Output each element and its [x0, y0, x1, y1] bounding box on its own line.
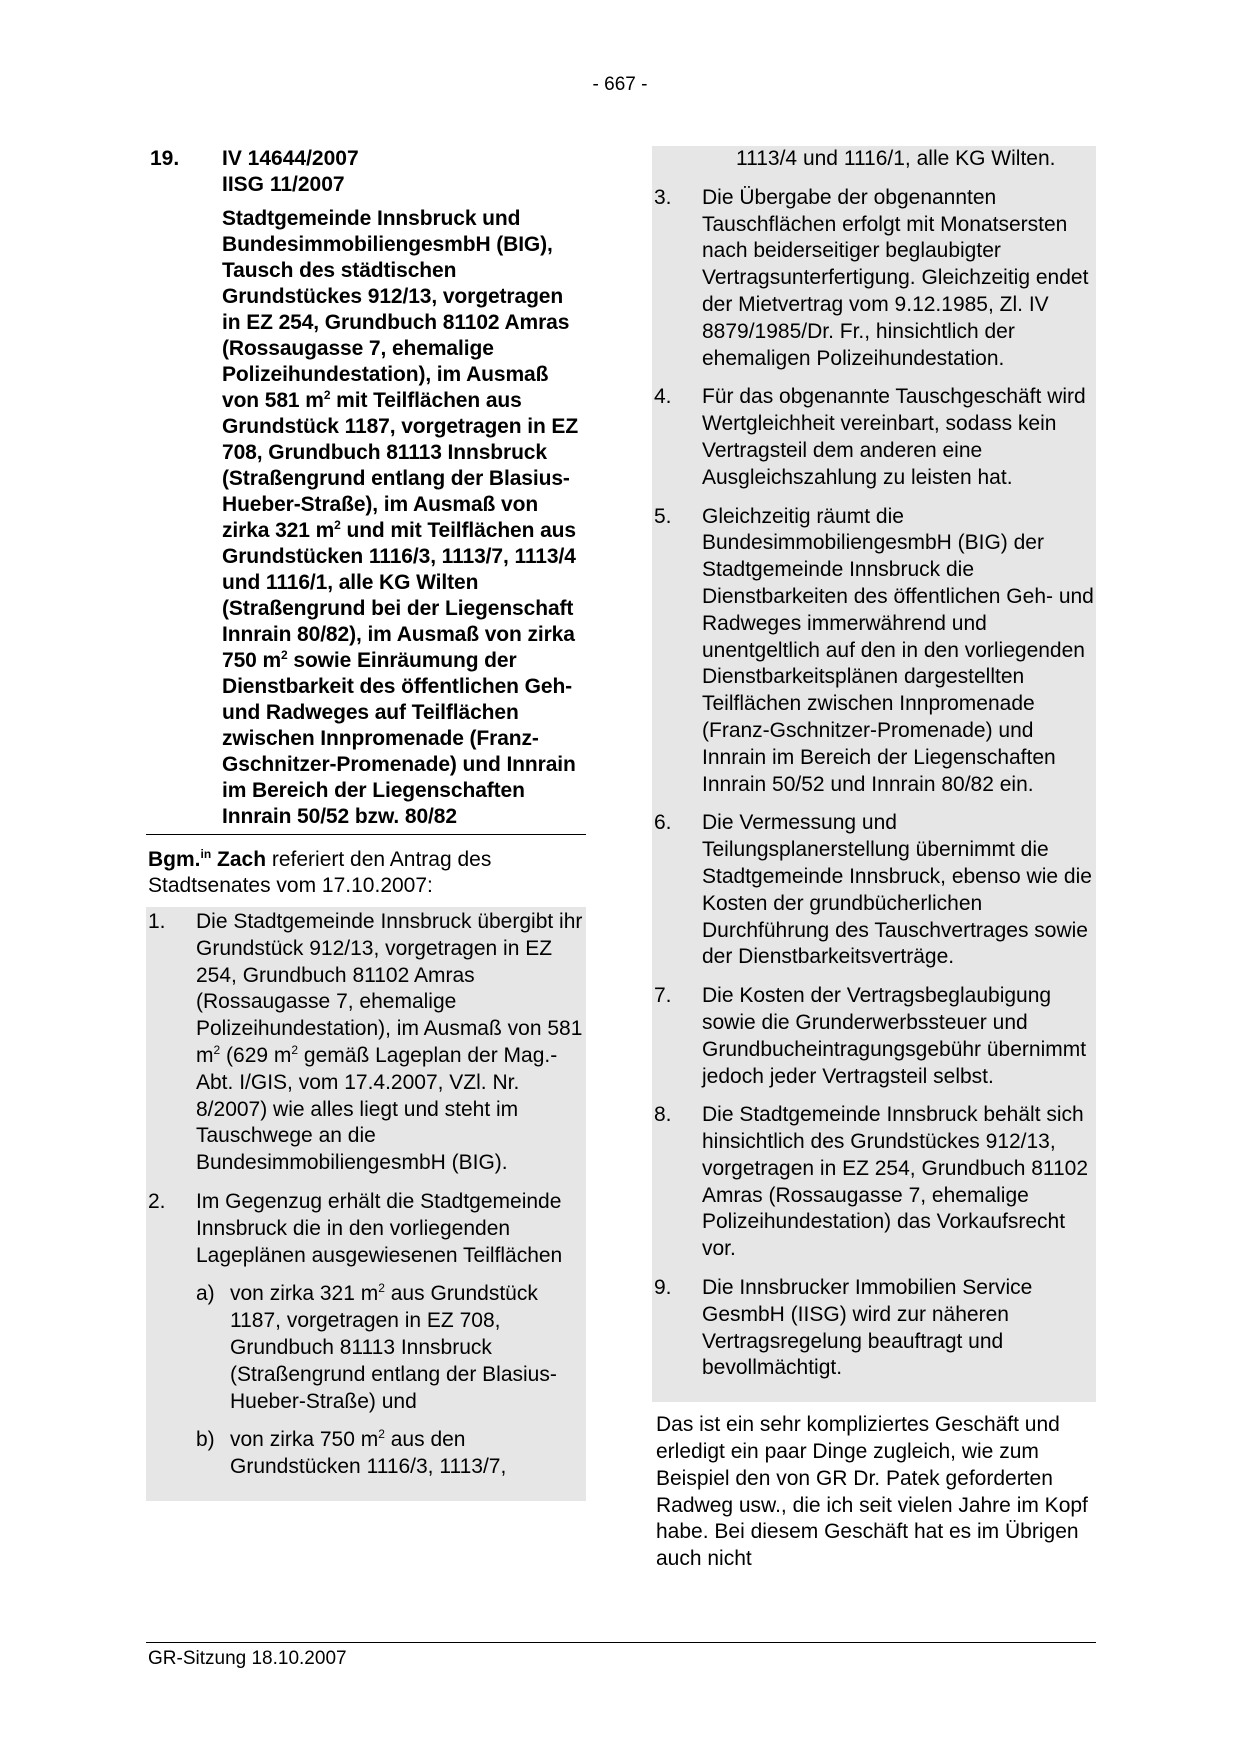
agenda-id-iisg: IISG 11/2007	[222, 173, 345, 196]
sub-item-b: b) von zirka 750 $m^2$ aus den Grundstücken 1116/3, 1113/7,	[196, 1427, 507, 1479]
sub-item-letter: a)	[196, 1282, 215, 1306]
heading-divider	[146, 834, 586, 835]
left-column	[146, 146, 586, 1501]
sub-item-b-continued: 1113/4 und 1116/1, alle KG Wilten.	[736, 147, 1056, 170]
item-number: 8.	[654, 1103, 672, 1127]
item-number: 1.	[148, 910, 166, 933]
motion-item-3: 3. Die Übergabe der obgenannten Tauschflächen erfolgt mit Monatsersten nach beiderseitiger beglaubigter Vertragsunterfertigung. Gleichzeitig endet der Mietvertrag vom 9.12.1985, Zl. IV 8879/1985/Dr. Fr., hinsichtlich der ehemaligen Polizeihundestation.	[654, 185, 1089, 370]
item-number: 9.	[654, 1276, 672, 1300]
motion-item-1: 1. Die Stadtgemeinde Innsbruck übergibt ihr Grundstück 912/13, vorgetragen in EZ 254, Grundbuch 81102 Amras (Rossaugasse 7, ehemalige Polizeihundestation), im Ausmaß von 581 $m^2$ (629 $m^2$ gemäß Lageplan der Mag.-Abt. I/GIS, vom 17.4.2007, VZl. Nr. 8/2007) wie alles liegt und steht im Tauschwege an die BundesimmobiliengesmbH (BIG).	[148, 910, 583, 1175]
intro-paragraph: Bgm.$^{in}$ Zach referiert den Antrag des Stadtsenates vom 17.10.2007:	[148, 847, 492, 897]
motion-item-8: 8. Die Stadtgemeinde Innsbruck behält sich hinsichtlich des Grundstückes 912/13, vorgetragen in EZ 254, Grundbuch 81102 Amras (Rossaugasse 7, ehemalige Polizeihundestation) das Vorkaufsrecht vor.	[654, 1103, 1089, 1261]
item-number: 6.	[654, 811, 672, 835]
motion-item-4: 4. Für das obgenannte Tauschgeschäft wird Wertgleichheit vereinbart, sodass kein Vertragsteil dem anderen eine Ausgleichszahlung zu leisten hat.	[654, 385, 1086, 489]
motion-item-5: 5. Gleichzeitig räumt die BundesimmobiliengesmbH (BIG) der Stadtgemeinde Innsbruck die Dienstbarkeiten des öffentlichen Geh- und Radweges immerwährend und unentgeltlich auf den in den vorliegenden Dienstbarkeitsplänen dargestellten Teilflächen zwischen Innpromenade (Franz-Gschnitzer-Promenade) und Innrain im Bereich der Liegenschaften Innrain 50/52 und Innrain 80/82 ein.	[654, 504, 1094, 796]
item-number: 2.	[148, 1189, 166, 1213]
agenda-id-iv: IV 14644/2007	[222, 147, 359, 170]
motion-item-6: 6. Die Vermessung und Teilungsplanerstellung übernimmt die Stadtgemeinde Innsbruck, ebenso wie die Kosten der grundbücherlichen Durchführung des Tauschvertrages sowie der Dienstbarkeitsverträge.	[654, 811, 1092, 969]
agenda-heading	[146, 146, 586, 198]
agenda-title: Stadtgemeinde Innsbruck und BundesimmobiliengesmbH (BIG), Tausch des städtischen Grundstückes 912/13, vorgetragen in EZ 254, Grundbuch 81102 Amras (Rossaugasse 7, ehemalige Polizeihundestation), im Ausmaß von 581 $m^2$ mit Teilflächen aus Grundstück 1187, vorgetragen in EZ 708, Grundbuch 81113 Innsbruck (Straßengrund entlang der Blasius-Hueber-Straße), im Ausmaß von zirka 321 $m^2$ und mit Teilflächen aus Grundstücken 1116/3, 1113/7, 1113/4 und 1116/1, alle KG Wilten (Straßengrund bei der Liegenschaft Innrain 80/82), im Ausmaß von zirka 750 $m^2$ sowie Einräumung der Dienstbarkeit des öffentlichen Geh- und Radweges auf Teilflächen zwischen Innpromenade (Franz-Gschnitzer-Promenade) und Innrain im Bereich der Liegenschaften Innrain 50/52 bzw. 80/82	[222, 207, 579, 828]
motion-item-9: 9. Die Innsbrucker Immobilien Service GesmbH (IISG) wird zur näheren Vertragsregelung beauftragt und bevollmächtigt.	[654, 1276, 1033, 1380]
footer-session-label: GR-Sitzung 18.10.2007	[148, 1648, 347, 1669]
motion-item-7: 7. Die Kosten der Vertragsbeglaubigung sowie die Grunderwerbssteuer und Grundbucheintragungsgebühr übernimmt jedoch jeder Vertragsteil selbst.	[654, 984, 1087, 1088]
page-number: - 667 -	[592, 74, 648, 95]
right-column	[654, 146, 1096, 1573]
closing-paragraph: Das ist ein sehr kompliziertes Geschäft und erledigt ein paar Dinge zugleich, wie zum Beispiel den von GR Dr. Patek geforderten Radweg usw., die ich seit vielen Jahre im Kopf habe. Bei diesem Geschäft hat es im Übrigen auch nicht	[656, 1413, 1088, 1571]
item-number: 3.	[654, 185, 672, 209]
footer-divider	[146, 1642, 1096, 1643]
agenda-number: 19.	[150, 147, 180, 170]
item-text: Im Gegenzug erhält die Stadtgemeinde Innsbruck die in den vorliegenden Lageplänen ausgewiesenen Teilflächen	[196, 1189, 563, 1267]
motion-text-left	[146, 907, 586, 1501]
sub-item-letter: b)	[196, 1428, 215, 1452]
motion-item-2	[146, 1189, 586, 1481]
sub-item-a: a) von zirka 321 $m^2$ aus Grundstück 1187, vorgetragen in EZ 708, Grundbuch 81113 Innsbruck (Straßengrund entlang der Blasius-Hueber-Straße) und	[196, 1281, 557, 1413]
motion-text-right	[652, 146, 1096, 1402]
item-number: 4.	[654, 385, 672, 409]
item-number: 7.	[654, 984, 672, 1008]
item-number: 5.	[654, 504, 672, 528]
